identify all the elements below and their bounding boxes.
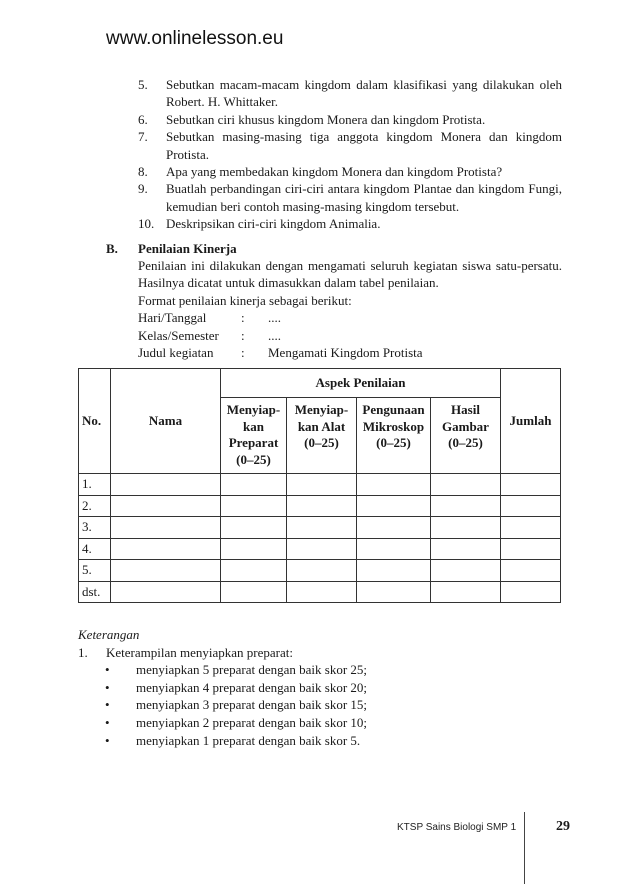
table-row: [79, 495, 561, 517]
header-line: Hasil: [451, 402, 480, 417]
table-row: [79, 560, 561, 582]
question-item: [138, 215, 562, 232]
question-item: [138, 128, 562, 163]
bullet-icon: •: [105, 679, 110, 695]
table-cell: [221, 581, 287, 603]
table-cell: [111, 474, 221, 496]
header-aspek-alat: [287, 398, 357, 474]
table-cell: [287, 474, 357, 496]
question-number: 8.: [138, 164, 148, 180]
field-label: Kelas/Semester: [138, 327, 219, 343]
table-cell: [431, 517, 501, 539]
bullet-item: [78, 696, 562, 714]
bullet-item: [78, 679, 562, 697]
bullet-icon: •: [105, 697, 110, 713]
field-value: Mengamati Kingdom Protista: [268, 345, 423, 361]
header-line: (0–25): [236, 451, 271, 467]
field-colon: :: [241, 310, 245, 326]
table-row: [79, 581, 561, 603]
question-item: [138, 76, 562, 111]
table-cell: [357, 474, 431, 496]
item-text: Keterampilan menyiapkan preparat:: [106, 644, 293, 660]
table-cell: [287, 581, 357, 603]
question-text: Deskripsikan ciri-ciri kingdom Animalia.: [166, 216, 381, 232]
bullet-item: [78, 661, 562, 679]
bullet-item: [78, 732, 562, 750]
table-cell: [111, 538, 221, 560]
table-cell: [287, 495, 357, 517]
table-cell: [221, 474, 287, 496]
table-cell: [111, 517, 221, 539]
question-item: [138, 111, 562, 128]
table-row: [79, 538, 561, 560]
form-field-date: [138, 309, 562, 326]
form-field-activity: [138, 344, 562, 361]
header-aspek-gambar: [431, 398, 501, 474]
table-cell: [431, 581, 501, 603]
header-line: Menyiap-: [294, 402, 349, 417]
keterangan-heading: Keterangan: [78, 627, 140, 642]
section-body: [138, 257, 562, 361]
section-title: Penilaian Kinerja: [138, 241, 237, 256]
bullet-item: [78, 714, 562, 732]
field-colon: :: [241, 345, 245, 361]
header-aspek-preparat: [221, 398, 287, 474]
header-line: Mikroskop: [362, 418, 425, 434]
format-intro: Format penilaian kinerja sebagai berikut:: [138, 292, 352, 308]
question-number: 9.: [138, 181, 148, 197]
table-cell: [501, 581, 561, 603]
table-row: [79, 474, 561, 496]
table-cell: [111, 495, 221, 517]
table-cell: [357, 560, 431, 582]
header-line: Preparat: [228, 435, 279, 450]
table-cell: [501, 474, 561, 496]
table-cell: [501, 517, 561, 539]
table-cell: [431, 474, 501, 496]
question-item: [138, 163, 562, 180]
table-cell: [221, 560, 287, 582]
question-number: 6.: [138, 111, 148, 127]
table-cell: [221, 495, 287, 517]
form-field-class: [138, 327, 562, 344]
header-jumlah: Jumlah: [501, 369, 561, 474]
header-aspek-mikroskop: [357, 398, 431, 474]
header-line: Gambar: [442, 418, 489, 434]
item-number: 1.: [78, 644, 88, 660]
field-label: Hari/Tanggal: [138, 310, 207, 326]
question-number: 7.: [138, 129, 148, 145]
section-letter: B.: [106, 241, 118, 256]
footer-book-title: KTSP Sains Biologi SMP 1: [397, 822, 517, 833]
question-text: Sebutkan ciri khusus kingdom Monera dan kingdom Protista.: [166, 111, 486, 127]
header-line: kan: [243, 418, 264, 434]
header-line: kan Alat: [297, 418, 346, 434]
field-value: ....: [268, 310, 281, 326]
table-cell: [357, 495, 431, 517]
keterangan-section: [78, 626, 562, 749]
header-line: (0–25): [376, 435, 411, 450]
header-line: (0–25): [304, 435, 339, 450]
header-no: No.: [79, 369, 111, 474]
field-value: ....: [268, 327, 281, 343]
row-number: 2.: [79, 495, 111, 517]
page-number: 29: [556, 819, 570, 834]
header-nama: Nama: [111, 369, 221, 474]
footer-divider: [524, 812, 525, 884]
question-text: Buatlah perbandingan ciri-ciri antara kingdom Plantae dan kingdom Fungi, kemudian beri contoh masing-masing kingdom tersebut.: [166, 181, 562, 214]
header-line: Menyiap-: [226, 402, 281, 417]
header-aspek: Aspek Penilaian: [221, 369, 501, 398]
bullet-text: menyiapkan 5 preparat dengan baik skor 25;: [136, 662, 368, 678]
header-line: (0–25): [448, 435, 483, 450]
table-cell: [501, 538, 561, 560]
row-number: 1.: [79, 474, 111, 496]
header-line: Pengunaan: [362, 402, 425, 417]
field-colon: :: [241, 327, 245, 343]
table-cell: [287, 538, 357, 560]
table-cell: [357, 581, 431, 603]
field-label: Judul kegiatan: [138, 345, 214, 361]
row-number: 3.: [79, 517, 111, 539]
question-number: 5.: [138, 77, 148, 92]
question-list: [138, 76, 562, 233]
question-text: Apa yang membedakan kingdom Monera dan kingdom Protista?: [166, 164, 503, 180]
table-cell: [111, 560, 221, 582]
table-cell: [287, 517, 357, 539]
table-cell: [431, 495, 501, 517]
bullet-text: menyiapkan 3 preparat dengan baik skor 15;: [136, 697, 368, 713]
assessment-table: [78, 368, 561, 603]
section-paragraph: Penilaian ini dilakukan dengan mengamati seluruh kegiatan siswa satu-persatu. Hasilnya dicatat untuk dimasukkan dalam tabel penilaian.: [138, 258, 562, 291]
row-number: 5.: [79, 560, 111, 582]
bullet-text: menyiapkan 2 preparat dengan baik skor 10;: [136, 714, 368, 730]
row-number: dst.: [79, 581, 111, 603]
site-url: www.onlinelesson.eu: [106, 28, 284, 49]
table-row: [79, 517, 561, 539]
table-cell: [357, 517, 431, 539]
bullet-icon: •: [105, 714, 110, 730]
table-cell: [431, 538, 501, 560]
bullet-icon: •: [105, 732, 110, 748]
table-cell: [357, 538, 431, 560]
table-cell: [221, 538, 287, 560]
question-text: Sebutkan masing-masing tiga anggota kingdom Monera dan kingdom Protista.: [166, 129, 562, 162]
question-item: [138, 180, 562, 215]
row-number: 4.: [79, 538, 111, 560]
keterangan-item: [78, 644, 562, 662]
table-cell: [431, 560, 501, 582]
table-cell: [287, 560, 357, 582]
table-cell: [501, 495, 561, 517]
bullet-text: menyiapkan 1 preparat dengan baik skor 5.: [136, 732, 361, 748]
bullet-icon: •: [105, 662, 110, 678]
table-cell: [221, 517, 287, 539]
question-text: Sebutkan macam-macam kingdom dalam klasifikasi yang dilakukan oleh Robert. H. Whittaker.: [166, 77, 562, 110]
question-number: 10.: [138, 216, 155, 232]
table-cell: [501, 560, 561, 582]
table-cell: [111, 581, 221, 603]
bullet-text: menyiapkan 4 preparat dengan baik skor 20;: [136, 679, 368, 695]
